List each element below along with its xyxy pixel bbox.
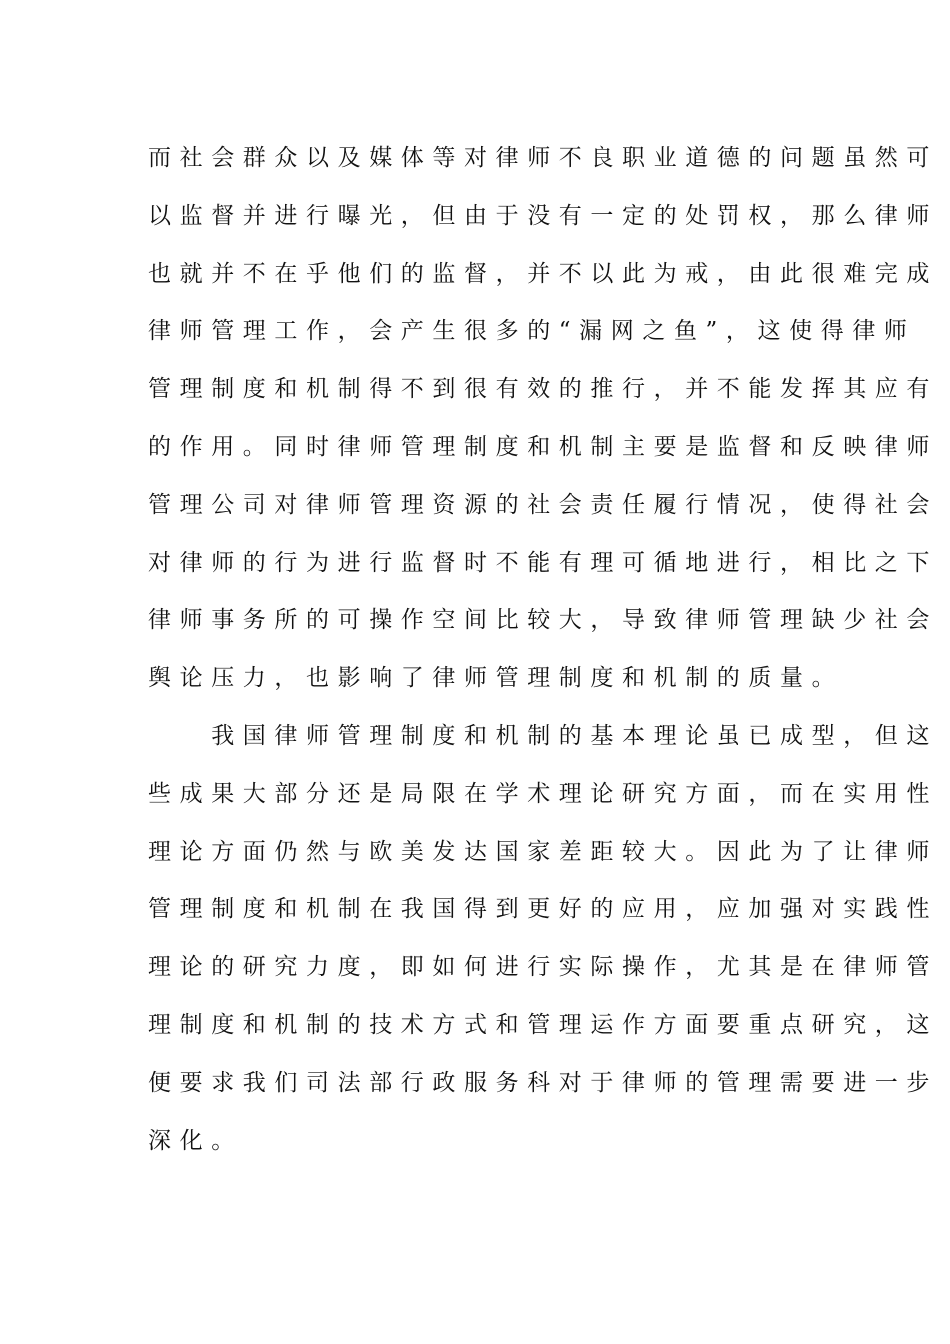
text-line: 的作用。同时律师管理制度和机制主要是监督和反映律师 [148, 433, 938, 460]
text-line: 舆论压力，也影响了律师管理制度和机制的质量。 [148, 665, 844, 692]
text-line: 律师管理工作，会产生很多的“漏网之鱼”，这使得律师 [148, 318, 916, 345]
text-line: 理论方面仍然与欧美发达国家差距较大。因此为了让律师 [148, 838, 938, 865]
text-line: 管理公司对律师管理资源的社会责任履行情况，使得社会 [148, 491, 938, 518]
text-line: 而社会群众以及媒体等对律师不良职业道德的问题虽然可 [148, 145, 938, 171]
paragraph-2 [148, 708, 938, 1170]
paragraph-1 [148, 130, 938, 708]
text-line: 对律师的行为进行监督时不能有理可循地进行，相比之下 [148, 549, 938, 576]
text-line: 深化。 [148, 1127, 243, 1154]
text-line: 理论的研究力度，即如何进行实际操作，尤其是在律师管 [148, 954, 938, 981]
text-line: 便要求我们司法部行政服务科对于律师的管理需要进一步 [148, 1069, 938, 1096]
text-line: 理制度和机制的技术方式和管理运作方面要重点研究，这 [148, 1011, 938, 1038]
text-line: 也就并不在乎他们的监督，并不以此为戒，由此很难完成 [148, 260, 938, 287]
text-line: 以监督并进行曝光，但由于没有一定的处罚权，那么律师 [148, 202, 938, 229]
text-line: 管理制度和机制得不到很有效的推行，并不能发挥其应有 [148, 376, 938, 403]
text-line: 我国律师管理制度和机制的基本理论虽已成型，但这 [148, 723, 938, 749]
text-line: 律师事务所的可操作空间比较大，导致律师管理缺少社会 [148, 607, 938, 634]
text-line: 管理制度和机制在我国得到更好的应用，应加强对实践性 [148, 896, 938, 923]
text-line: 些成果大部分还是局限在学术理论研究方面，而在实用性 [148, 780, 938, 807]
